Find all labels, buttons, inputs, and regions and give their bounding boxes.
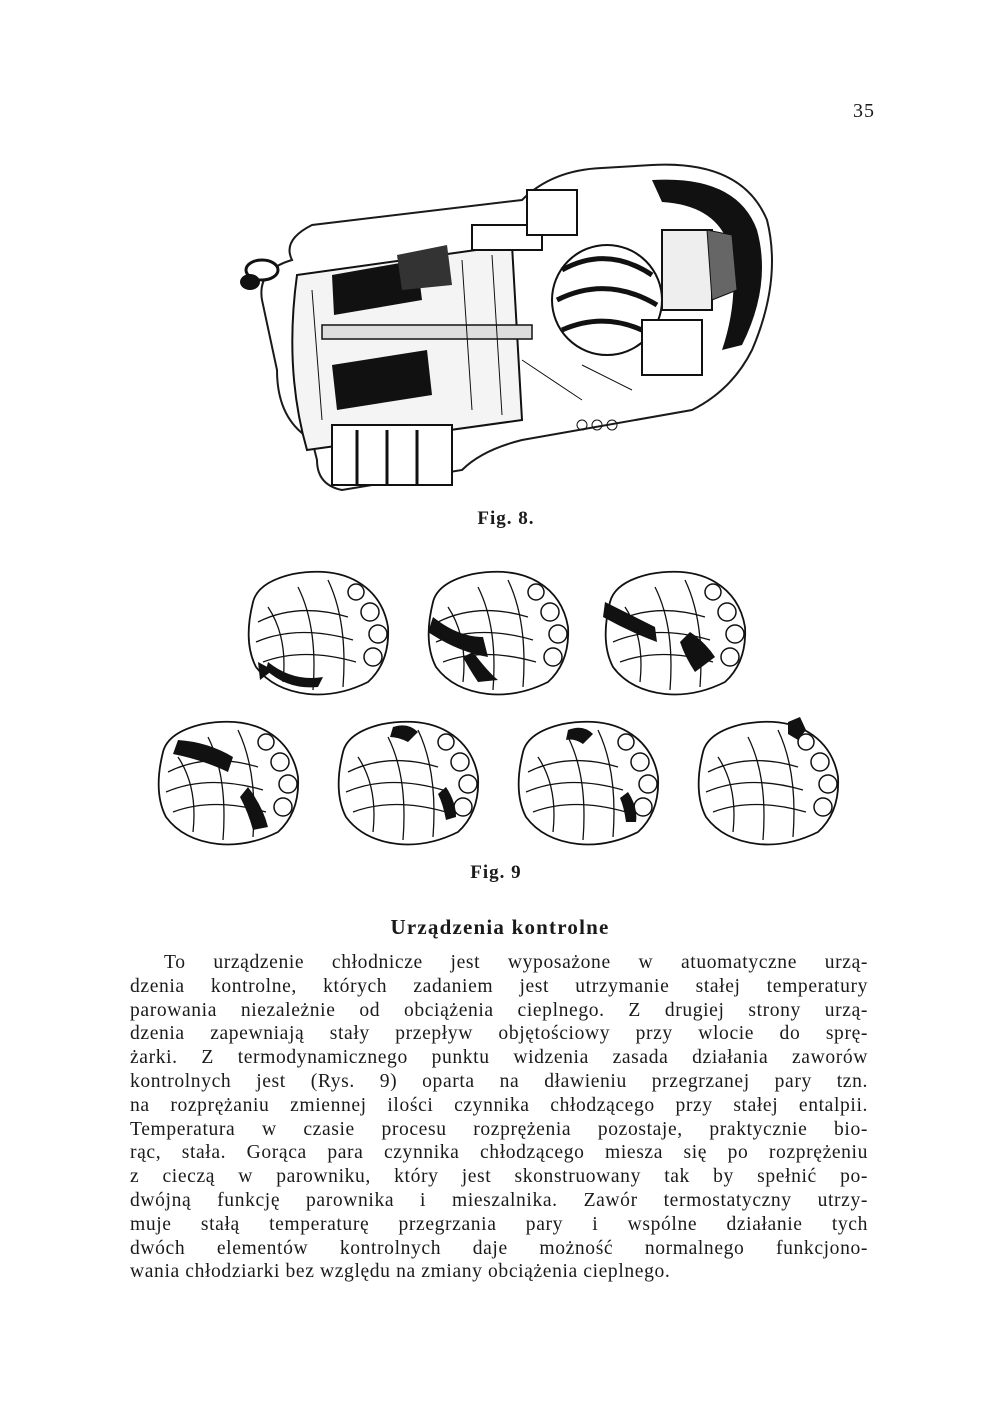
text-line: dzenia zapewniają stały przepływ objętościowy przy wlocie do sprę-	[130, 1023, 868, 1045]
text-line: rąc, stała. Gorąca para czynnika chłodzącego miesza się po rozprężeniu	[130, 1142, 868, 1164]
text-line: żarki. Z termodynamicznego punktu widzenia zasada działania zaworów	[130, 1047, 868, 1069]
screw-rotor-panel-7	[688, 712, 853, 852]
section-heading: Urządzenia kontrolne	[390, 915, 610, 939]
text-line: dwójną funkcję parownika i mieszalnika. Zawór termostatyczny utrzy-	[130, 1189, 868, 1211]
compressor-cutaway-drawing	[222, 150, 778, 500]
text-line: wania chłodziarki bez względu na zmiany obciążenia cieplnego.	[130, 1261, 671, 1283]
text-line: na rozprężaniu zmiennej ilości czynnika chłodzącego przy stałej entalpii.	[130, 1094, 868, 1116]
screw-rotor-panel-6	[508, 712, 673, 852]
screw-rotor-panel-5	[328, 712, 493, 852]
text-line: To urządzenie chłodnicze jest wyposażone w atuomatyczne urzą-	[164, 952, 868, 973]
fig9-caption: Fig. 9	[470, 862, 522, 883]
fig8-caption: Fig. 8.	[477, 508, 535, 529]
text-line: dwóch elementów kontrolnych daje możność normalnego funkcjono-	[130, 1237, 868, 1259]
text-line: parowania niezależnie od obciążenia cieplnego. Z drugiej strony urzą-	[130, 999, 868, 1021]
text-line: muje stałą temperaturę przegrzania pary i wspólne działanie tych	[130, 1213, 868, 1235]
screw-rotor-panel-3	[595, 562, 760, 702]
text-line: z cieczą w parowniku, który jest skonstruowany tak by spełnić po-	[130, 1166, 868, 1188]
screw-rotor-panel-2	[418, 562, 583, 702]
page-number: 35	[853, 100, 875, 122]
text-line: dzenia kontrolne, których zadaniem jest utrzymanie stałej temperatury	[130, 975, 868, 997]
text-line: Temperatura w czasie procesu rozprężenia pozostaje, praktycznie bio-	[130, 1118, 868, 1140]
screw-rotor-panel-1	[238, 562, 403, 702]
body-paragraph	[130, 951, 868, 1284]
text-line: kontrolnych jest (Rys. 9) oparta na dławieniu przegrzanej pary tzn.	[130, 1070, 868, 1092]
screw-rotor-panel-4	[148, 712, 313, 852]
